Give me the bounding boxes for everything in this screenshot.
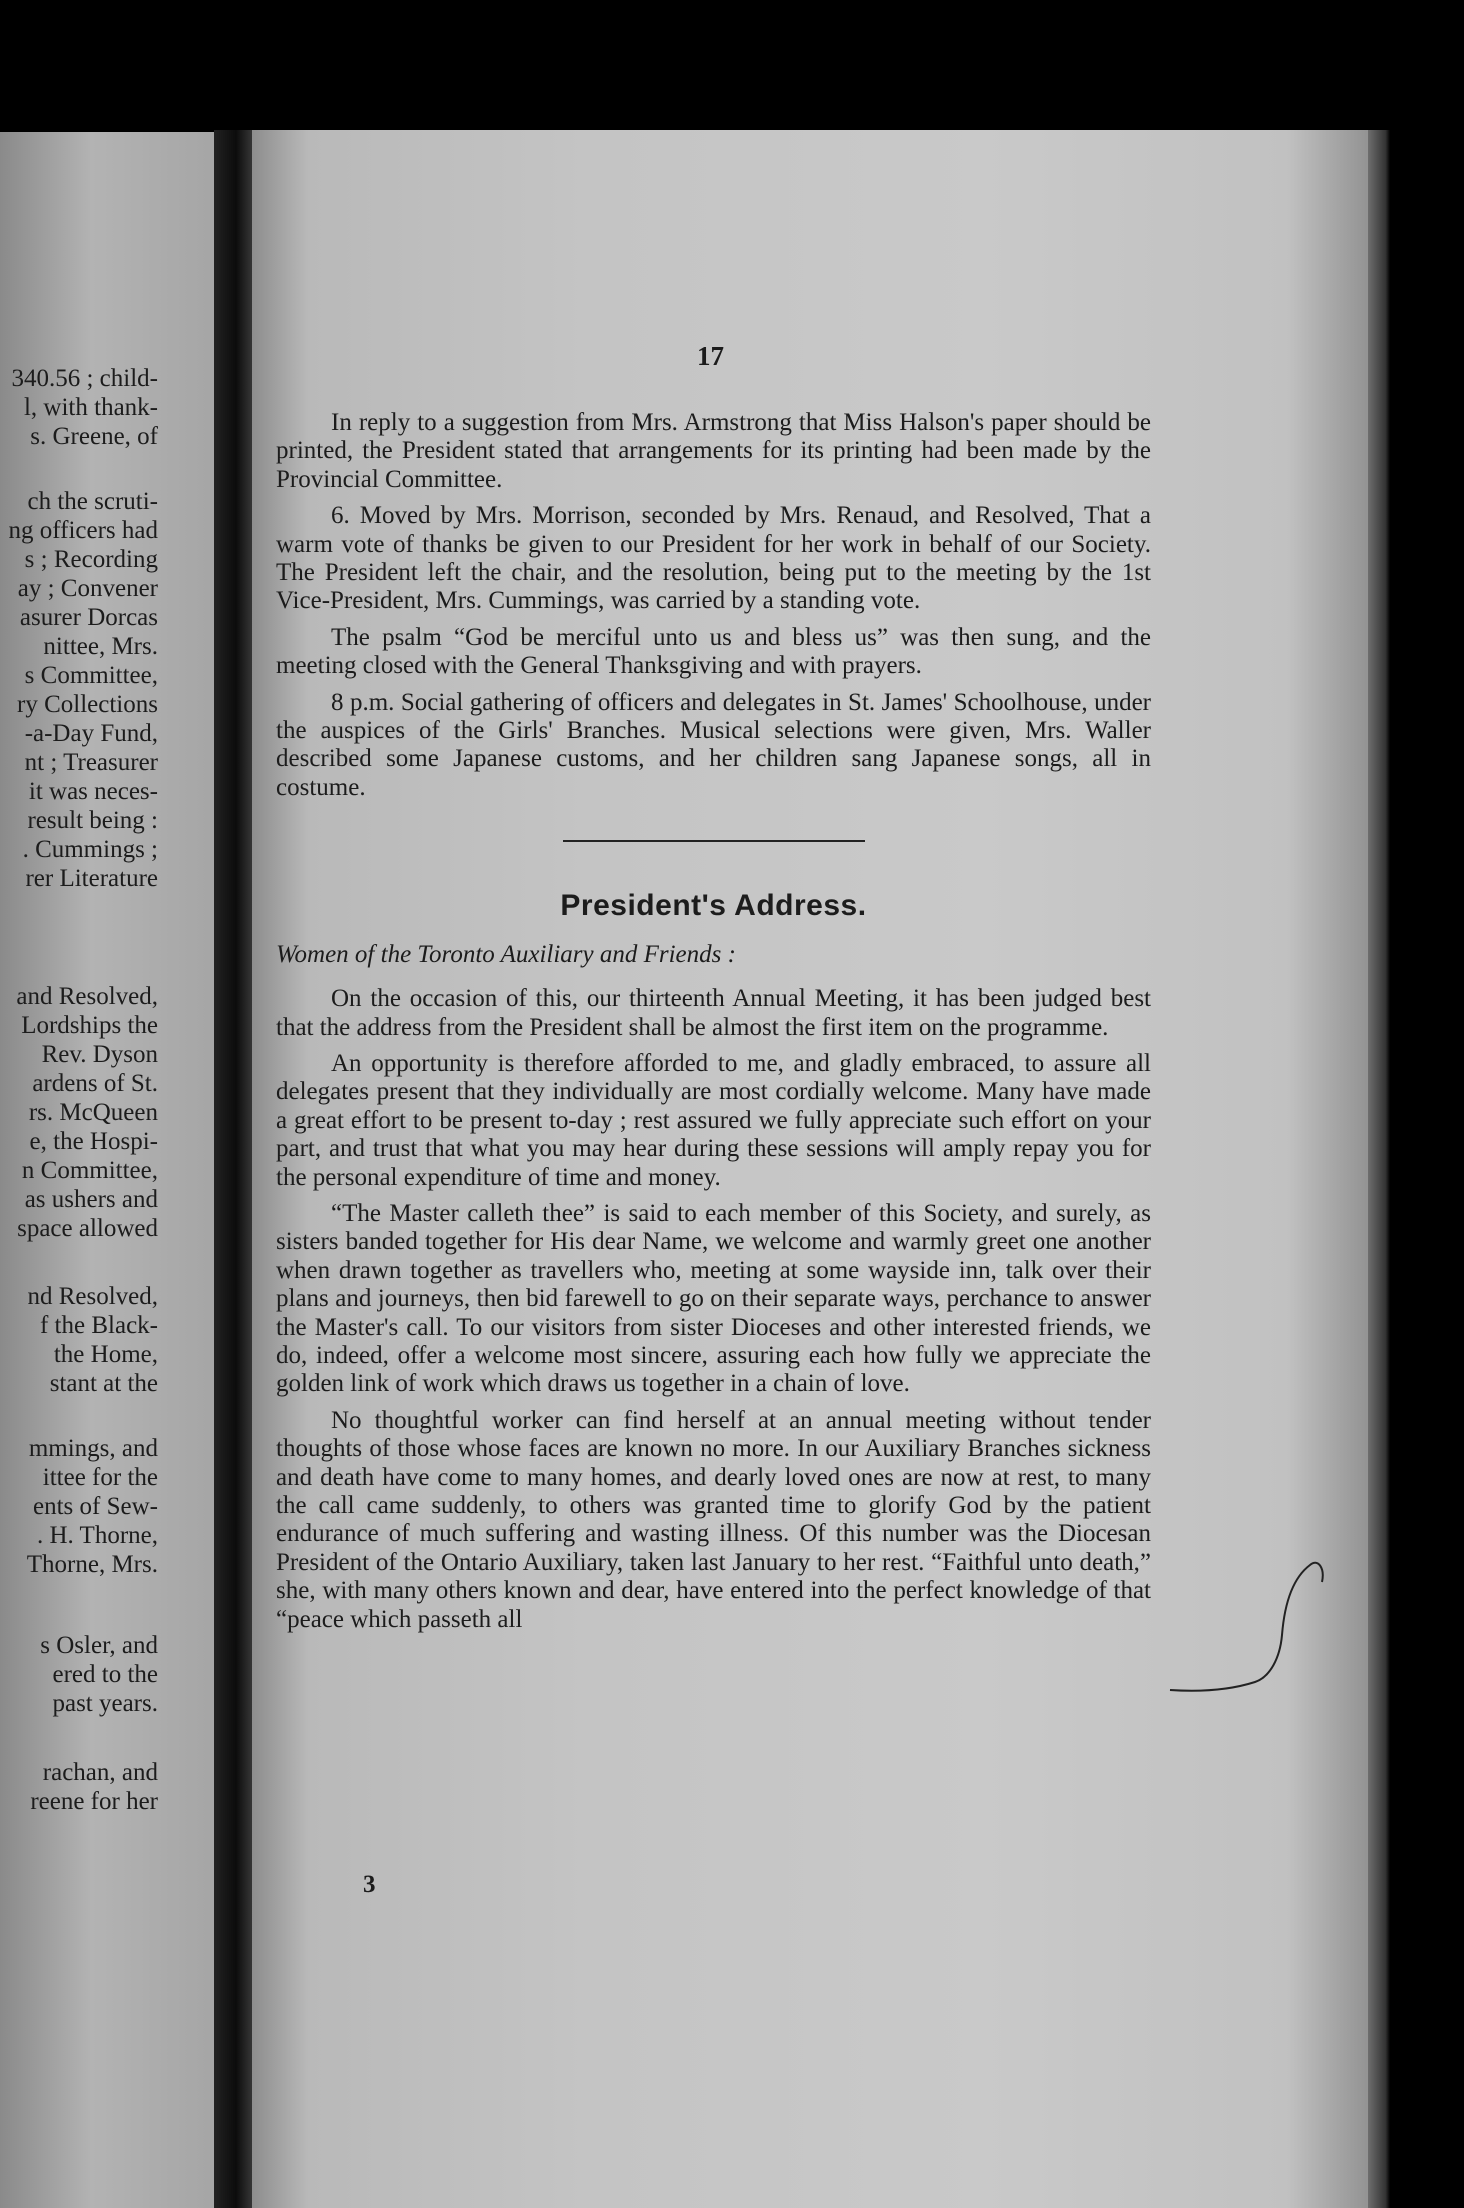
left-page-line: . Cummings ; [22, 836, 158, 863]
left-page-line: past years. [52, 1690, 158, 1717]
left-page-line: s Committee, [24, 662, 158, 689]
left-page-line: reene for her [30, 1788, 158, 1815]
salutation: Women of the Toronto Auxiliary and Friends : [276, 940, 736, 968]
left-page-line: and Resolved, [16, 983, 158, 1010]
left-page-fragment-4 [0, 1282, 158, 1398]
left-page-line: e, the Hospi- [29, 1128, 158, 1155]
minutes-paragraph: The psalm “God be merciful unto us and bless us” was then sung, and the meeting closed with the General Thanksgiving and with prayers. [276, 623, 1151, 680]
left-page-fragment-5 [0, 1434, 158, 1579]
left-page-line: ittee for the [42, 1464, 158, 1491]
left-page-line: rs. McQueen [28, 1099, 158, 1126]
left-page-line: l, with thank- [23, 394, 158, 421]
left-page-line: Lordships the [21, 1012, 158, 1039]
address-paragraph: “The Master calleth thee” is said to each member of this Society, and surely, as sisters banded together for His dear Name, we welcome and warmly greet one another when drawn together as travellers who, meeting at some wayside inn, talk over their plans and journeys, then bid farewell to go on their separate ways, perchance to answer the Master's call. To our visitors from sister Dioceses and other interested friends, we do, indeed, offer a welcome most sincere, assuring each how fully we appreciate the golden link of work which draws us together in a chain of love. [276, 1199, 1151, 1398]
page-number: 17 [697, 341, 724, 371]
left-page-fragment-2 [0, 487, 158, 893]
left-page-line: mmings, and [28, 1435, 158, 1462]
minutes-paragraph: 8 p.m. Social gathering of officers and delegates in St. James' Schoolhouse, under the auspices of the Girls' Branches. Musical selections were given, Mrs. Waller described some Japanese customs, and her children sang Japanese songs, all in costume. [276, 688, 1151, 801]
left-page-line: ardens of St. [32, 1070, 158, 1097]
margin-pen-mark [1160, 1540, 1330, 1710]
left-page-line: n Committee, [21, 1157, 158, 1184]
left-page-line: -a-Day Fund, [24, 720, 158, 747]
left-page-line: ered to the [52, 1661, 158, 1688]
left-page-line: ay ; Convener [17, 575, 158, 602]
left-page-line: ch the scruti- [27, 488, 158, 515]
left-page-line: ry Collections [17, 691, 158, 718]
section-title: President's Address. [560, 889, 867, 923]
left-page-line: asurer Dorcas [19, 604, 158, 631]
left-page-line: result being : [27, 807, 158, 834]
left-page-line: f the Black- [39, 1312, 158, 1339]
page-edge-shadow [1368, 130, 1390, 2208]
left-page [0, 132, 228, 2208]
left-page-line: ng officers had [8, 517, 158, 544]
left-page-line: Thorne, Mrs. [26, 1551, 158, 1578]
left-page-line: stant at the [49, 1370, 158, 1397]
left-page-line: rachan, and [42, 1759, 158, 1786]
address-paragraph: On the occasion of this, our thirteenth Annual Meeting, it has been judged best that the address from the President shall be almost the first item on the programme. [276, 985, 1151, 1041]
left-page-line: space allowed [17, 1215, 158, 1242]
left-page-line: s ; Recording [24, 546, 158, 573]
left-page-line: nd Resolved, [27, 1283, 158, 1310]
left-page-fragment-1 [0, 364, 158, 451]
address-paragraph: An opportunity is therefore afforded to me, and gladly embraced, to assure all delegates present that they individually are most cordially welcome. Many have made a great effort to be present to-day ; rest assured we fully appreciate such effort on your part, and trust that what you may hear during these sessions will amply repay you for the personal expenditure of time and money. [276, 1049, 1151, 1191]
minutes-paragraph: 6. Moved by Mrs. Morrison, seconded by Mrs. Renaud, and Resolved, That a warm vote of thanks be given to our President for her work in behalf of our Society. The President left the chair, and the resolution, being put to the meeting by the 1st Vice-President, Mrs. Cummings, was carried by a standing vote. [276, 502, 1151, 615]
left-page-line: ents of Sew- [33, 1493, 158, 1520]
left-page-line: s Osler, and [40, 1632, 158, 1659]
page-body [276, 409, 1151, 1642]
book-gutter [214, 130, 254, 2208]
left-page-line: as ushers and [24, 1186, 158, 1213]
section-divider [563, 840, 865, 842]
left-page-line: nt ; Treasurer [24, 749, 158, 776]
left-page-line: 340.56 ; child- [11, 365, 158, 392]
left-page-line: rer Literature [25, 865, 158, 892]
minutes-paragraph: In reply to a suggestion from Mrs. Armstrong that Miss Halson's paper should be printed, the President stated that arrangements for its printing had been made by the Provincial Committee. [276, 409, 1151, 493]
left-page-fragment-7 [0, 1758, 158, 1816]
left-page-fragment-3 [0, 982, 158, 1243]
left-page-line: s. Greene, of [30, 423, 158, 450]
left-page-line: the Home, [53, 1341, 158, 1368]
left-page-line: Rev. Dyson [41, 1041, 158, 1068]
left-page-line: it was neces- [28, 778, 158, 805]
left-page-line: nittee, Mrs. [43, 633, 158, 660]
left-page-fragment-6 [0, 1631, 158, 1718]
address-paragraph: No thoughtful worker can find herself at an annual meeting without tender thoughts of those whose faces are known no more. In our Auxiliary Branches sickness and death have come to many homes, and dearly loved ones are now at rest, to many the call came suddenly, to others was granted time to glorify God by the patient endurance of much suffering and wasting illness. Of this number was the Diocesan President of the Ontario Auxiliary, taken last January to her rest. “Faithful unto death,” she, with many others known and dear, have entered into the perfect knowledge of that “peace which passeth all [276, 1406, 1151, 1633]
signature-mark: 3 [363, 1871, 376, 1898]
left-page-line: . H. Thorne, [36, 1522, 158, 1549]
